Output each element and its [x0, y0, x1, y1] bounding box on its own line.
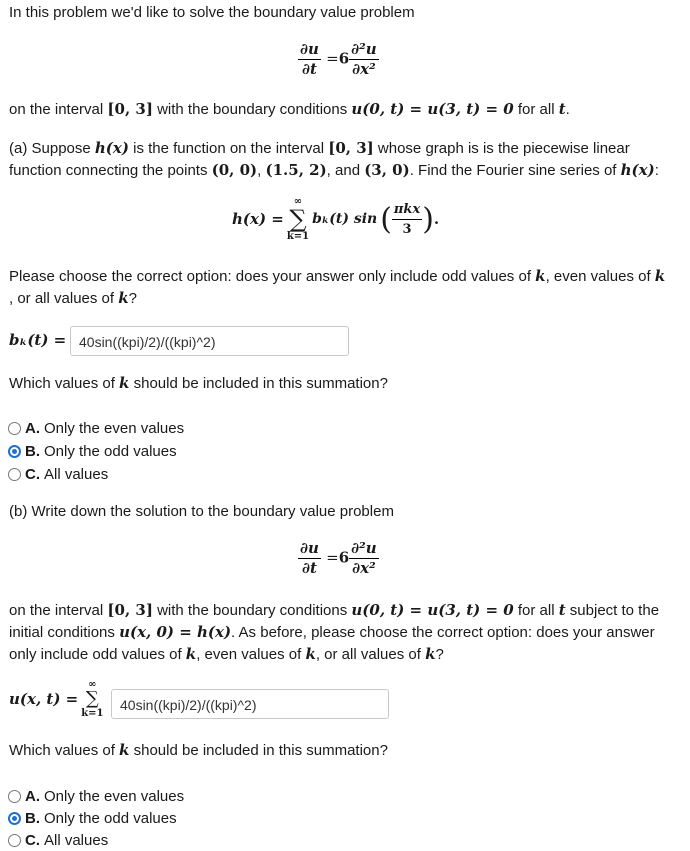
part-b-line3: only include odd values of k, even values of k, or all values of k?	[9, 645, 444, 663]
pde-equation-b: $\frac{\partial u}{\partial t}$ =6 $\frac{\text{∂²u}}{\text{∂x²}}$	[300, 539, 377, 577]
u-answer-input[interactable]: 40sin((kpi)/2)/((kpi)^2)	[111, 689, 389, 719]
option-c-all[interactable]: C. All values	[8, 463, 108, 485]
summation-symbol: ∑	[289, 205, 307, 233]
part-a-line2: function connecting the points (0, 0), (1.5, 2), and (3, 0). Find the Fourier sine series of h(x):	[9, 161, 659, 179]
part-b-line2: initial conditions u(x, 0) = h(x). As before, please choose the correct option: does your answer	[9, 623, 655, 641]
solution-sum-label: u(x, t) = ∞ ∑ k=1	[9, 679, 104, 719]
choose-line1: Please choose the correct option: does your answer only include odd values of k, even values of k	[9, 267, 666, 285]
part-b-text: (b) Write down the solution to the boundary value problem	[9, 503, 394, 520]
option-b-odd[interactable]: B. Only the odd values	[8, 440, 177, 462]
option-c-all-b[interactable]: C. All values	[8, 829, 108, 851]
part-b-line1: on the interval [0, 3] with the boundary conditions u(0, t) = u(3, t) = 0 for all t subject to the	[9, 601, 660, 619]
part-a-line1: (a) Suppose h(x) is the function on the interval [0, 3] whose graph is is the piecewise linear	[9, 139, 630, 157]
interval-line: on the interval [0, 3] with the boundary conditions u(0, t) = u(3, t) = 0 for all t.	[9, 100, 570, 118]
radio-button-selected[interactable]	[8, 445, 21, 458]
which-values-a: Which values of k should be included in this summation?	[9, 374, 388, 392]
summation-symbol: ∑	[85, 688, 99, 709]
radio-button[interactable]	[8, 790, 21, 803]
bk-label: bₖ(t) =	[9, 331, 67, 349]
choose-line2: , or all values of k?	[9, 289, 137, 307]
which-values-b: Which values of k should be included in this summation?	[9, 741, 388, 759]
fourier-series-equation: h(x) = ∞ ∑ k=1 bₖ(t) sin ( $\frac{\text{πkx}}{3}$ ) .	[232, 196, 440, 242]
radio-button-selected[interactable]	[8, 812, 21, 825]
radio-button[interactable]	[8, 468, 21, 481]
option-b-odd-b[interactable]: B. Only the odd values	[8, 807, 177, 829]
radio-button[interactable]	[8, 834, 21, 847]
radio-button[interactable]	[8, 422, 21, 435]
bk-answer-input[interactable]: 40sin((kpi)/2)/((kpi)^2)	[70, 326, 349, 356]
intro-text: In this problem we'd like to solve the boundary value problem	[9, 4, 415, 21]
option-a-even-b[interactable]: A. Only the even values	[8, 785, 184, 807]
option-a-even[interactable]: A. Only the even values	[8, 417, 184, 439]
pde-equation-a: $\frac{\partial u}{\partial t}$ =6 $\frac{\text{∂²u}}{\text{∂x²}}$	[300, 40, 377, 78]
